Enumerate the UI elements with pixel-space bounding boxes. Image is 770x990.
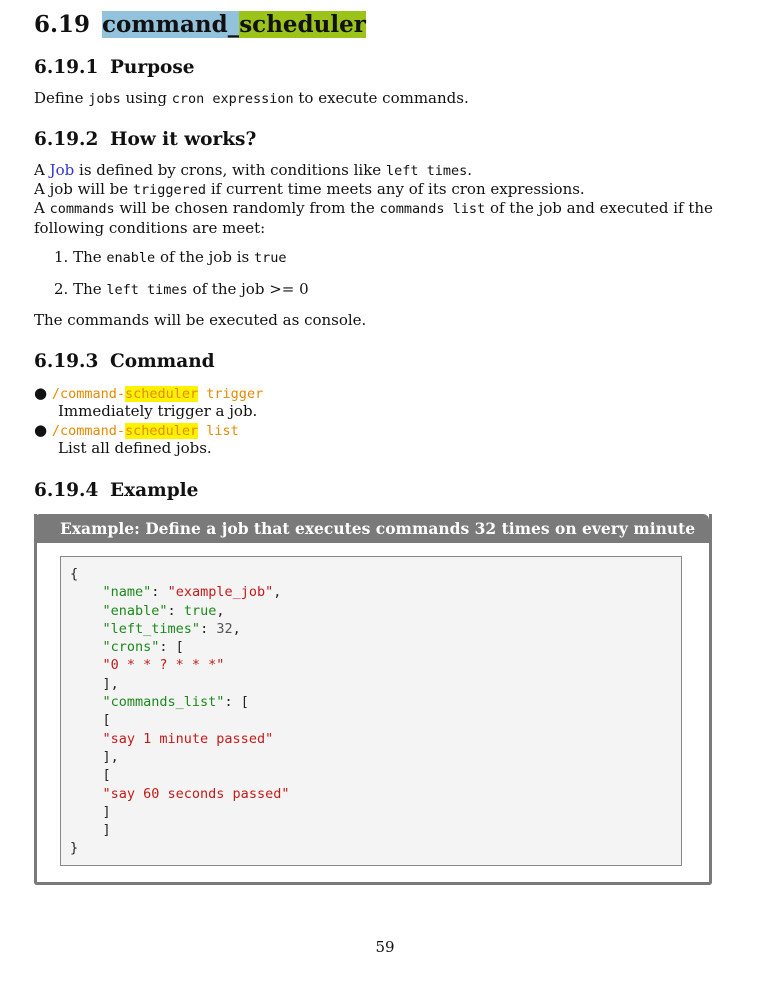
command-desc-list: List all defined jobs. <box>58 439 212 457</box>
section-number: 6.19 <box>34 11 91 38</box>
how-line-3: A commands will be chosen randomly from the commands list of the job and executed if the following conditions are meet: <box>34 199 713 237</box>
section-title-part1: command_ <box>102 11 240 38</box>
command-desc-trigger: Immediately trigger a job. <box>58 402 258 420</box>
section-title-part2: scheduler <box>239 11 366 38</box>
how-closing: The commands will be executed as console. <box>34 311 367 329</box>
how-line-2: A job will be triggered if current time meets any of its cron expressions. <box>34 180 585 198</box>
list-item-2: 2. The left times of the job >= 0 <box>54 280 309 298</box>
job-link[interactable]: Job <box>49 161 75 179</box>
command-heading: 6.19.3 Command <box>34 351 215 372</box>
page-number: 59 <box>375 938 395 956</box>
command-item-list: ● /command-scheduler list <box>34 421 239 439</box>
example-box-title: Example: Define a job that executes commands 32 times on every minute <box>34 514 709 543</box>
example-heading: 6.19.4 Example <box>34 480 199 501</box>
purpose-text: Define jobs using cron expression to execute commands. <box>34 89 469 107</box>
list-item-1: 1. The enable of the job is true <box>54 248 287 266</box>
purpose-heading: 6.19.1 Purpose <box>34 57 195 78</box>
code-text: { "name": "example_job", "enable": true, "left_times": 32, "crons": [ "0 * * ? * * *" ], "commands_list": [ [ "say 1 minute passed" ], [ "say 60 seconds passed" ] ] } <box>70 566 290 857</box>
how-line-1: A Job is defined by crons, with conditions like left times. <box>34 161 472 179</box>
how-heading: 6.19.2 How it works? <box>34 129 257 150</box>
command-item-trigger: ● /command-scheduler trigger <box>34 384 264 402</box>
section-title <box>34 10 366 40</box>
code-block <box>60 556 682 866</box>
